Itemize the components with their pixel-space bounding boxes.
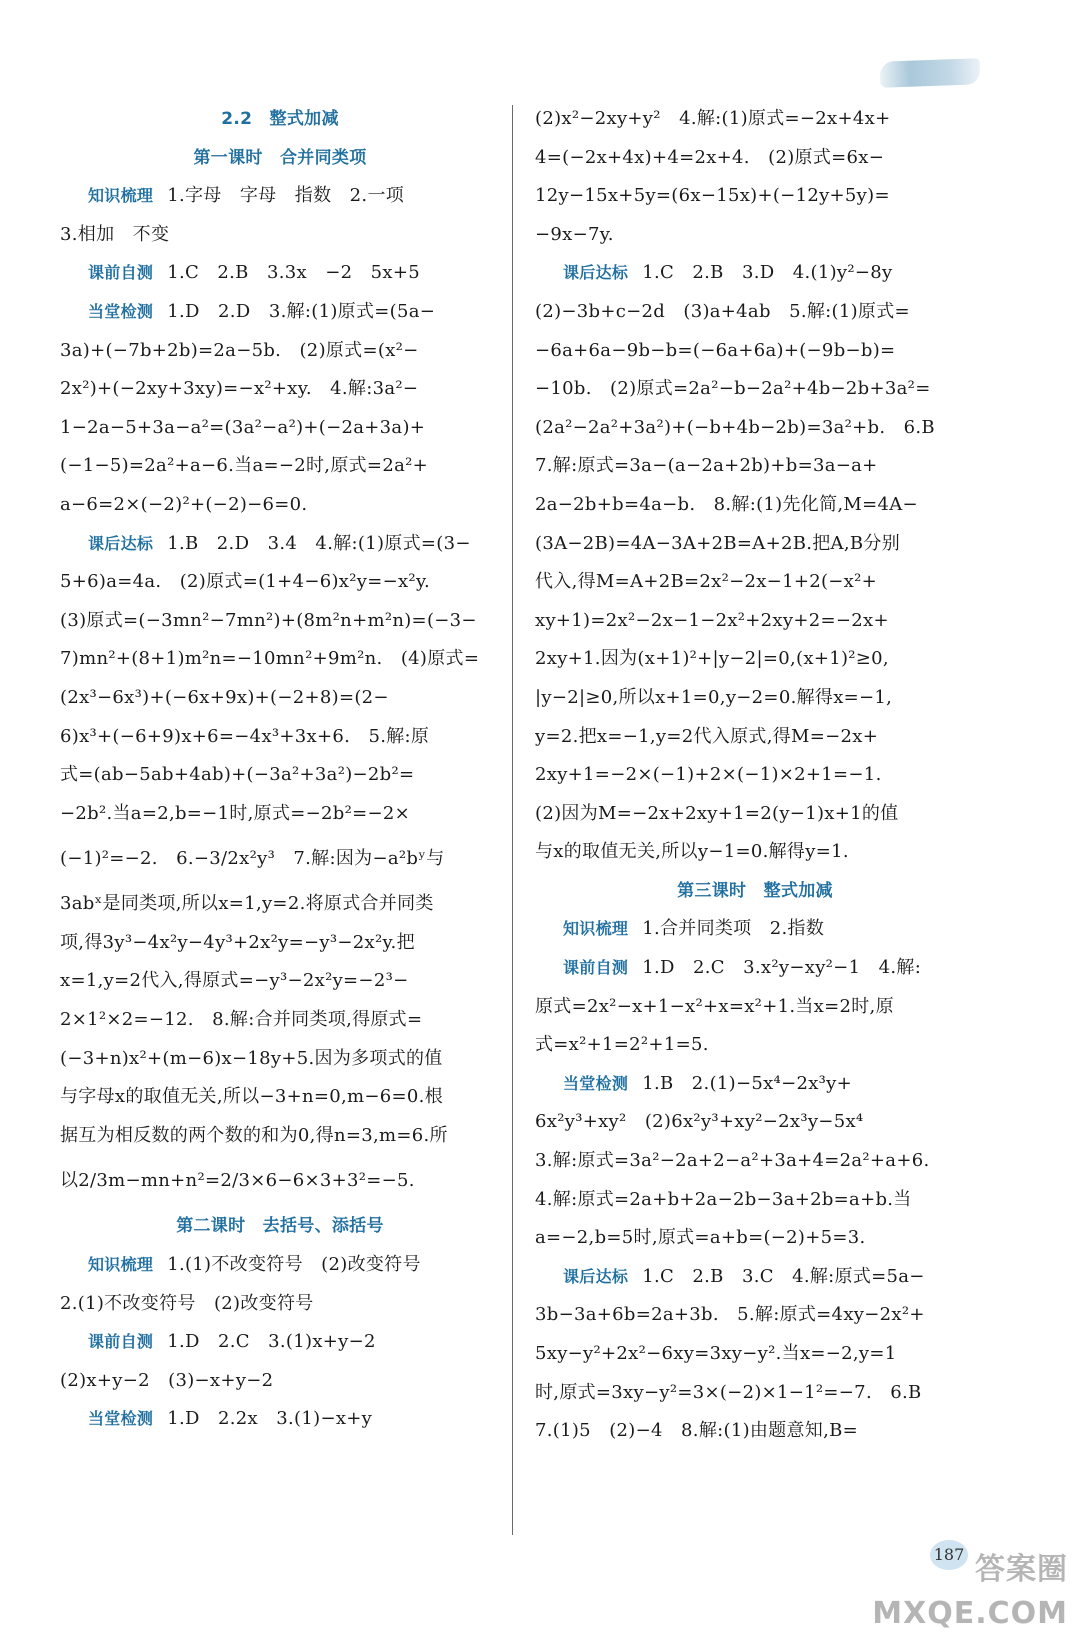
text-line: 与字母x的取值无关,所以−3+n=0,m−6=0.根	[60, 1086, 443, 1108]
answer-item	[60, 1400, 500, 1439]
text-line: 2×1²×2=−12. 8.解:合并同类项,得原式=	[60, 1009, 423, 1031]
text-line: (2)x+y−2 (3)−x+y−2	[60, 1369, 274, 1391]
text-line: 7.解:原式=3a−(a−2a+2b)+b=3a−a+	[535, 455, 878, 477]
answer-text: 1.C 2.B 3.C 4.解:原式=5a−	[642, 1265, 925, 1287]
section-heading: 2.2 整式加减	[221, 109, 339, 129]
section-tag: 课后达标	[88, 533, 154, 553]
text-line: 2x²)+(−2xy+3xy)=−x²+xy. 4.解:3a²−	[60, 378, 419, 400]
answer-text: 1.D 2.C 3.(1)x+y−2	[167, 1331, 376, 1353]
text-line: 时,原式=3xy−y²=3×(−2)×1−1²=−7. 6.B	[535, 1381, 922, 1403]
text-line: 7.(1)5 (2)−4 8.解:(1)由题意知,B=	[535, 1420, 859, 1442]
answer-item	[535, 1065, 975, 1104]
answer-text: 1.D 2.2x 3.(1)−x+y	[167, 1408, 373, 1430]
answer-item	[60, 177, 500, 216]
answer-item	[535, 949, 975, 988]
section-tag: 课前自测	[563, 958, 629, 978]
text-line: 与x的取值无关,所以y−1=0.解得y=1.	[535, 841, 849, 863]
text-line: (3)原式=(−3mn²−7mn²)+(8m²n+m²n)=(−3−	[60, 609, 477, 631]
text-line: 4.解:原式=2a+b+2a−2b−3a+2b=a+b.当	[535, 1188, 912, 1210]
text-line: 3.相加 不变	[60, 223, 170, 245]
text-line: 据互为相反数的两个数的和为0,得n=3,m=6.所	[60, 1124, 448, 1146]
text-line: −9x−7y.	[535, 223, 614, 245]
answer-item	[535, 254, 975, 293]
answer-text: 1.B 2.(1)−5x⁴−2x³y+	[642, 1072, 853, 1094]
column-divider	[512, 105, 513, 1535]
answer-text: 1.C 2.B 3.D 4.(1)y²−8y	[642, 262, 893, 284]
text-line: 4=(−2x+4x)+4=2x+4. (2)原式=6x−	[535, 146, 885, 168]
answer-item	[60, 1246, 500, 1285]
text-line: 3a)+(−7b+2b)=2a−5b. (2)原式=(x²−	[60, 339, 419, 361]
answer-text: 1.B 2.D 3.4 4.解:(1)原式=(3−	[167, 532, 471, 554]
section-tag: 当堂检测	[88, 301, 154, 321]
answer-text: 1.D 2.C 3.x²y−xy²−1 4.解:	[642, 957, 922, 979]
text-line: 6)x³+(−6+9)x+6=−4x³+3x+6. 5.解:原	[60, 725, 430, 747]
text-line: x=1,y=2代入,得原式=−y³−2x²y=−2³−	[60, 970, 409, 992]
text-line: xy+1)=2x²−2x−1−2x²+2xy+2=−2x+	[535, 609, 889, 631]
text-line: |y−2|≥0,所以x+1=0,y−2=0.解得x=−1,	[535, 686, 893, 708]
section-tag: 课前自测	[88, 263, 154, 283]
text-line: 式=x²+1=2²+1=5.	[535, 1034, 709, 1056]
text-line: y=2.把x=−1,y=2代入原式,得M=−2x+	[535, 725, 879, 747]
text-line: (2)x²−2xy+y² 4.解:(1)原式=−2x+4x+	[535, 108, 891, 129]
text-line: (−3+n)x²+(m−6)x−18y+5.因为多项式的值	[60, 1047, 443, 1069]
text-line: 3.解:原式=3a²−2a+2−a²+3a+4=2a²+a+6.	[535, 1150, 930, 1172]
text-line: −10b. (2)原式=2a²−b−2a²+4b−2b+3a²=	[535, 378, 931, 400]
answer-item	[60, 254, 500, 293]
text-line: −6a+6a−9b−b=(−6a+6a)+(−9b−b)=	[535, 339, 896, 361]
text-line: 项,得3y³−4x²y−4y³+2x²y=−y³−2x²y.把	[60, 931, 415, 953]
answer-item	[60, 1323, 500, 1362]
answer-item	[535, 910, 975, 949]
text-line: (−1)²=−2. 6.−3/2x²y³ 7.解:因为−a²bʸ与	[60, 848, 445, 870]
text-line: (−1−5)=2a²+a−6.当a=−2时,原式=2a²+	[60, 455, 428, 477]
watermark: 答案圈 MXQE.COM	[872, 1552, 1068, 1631]
answer-item	[60, 525, 500, 564]
text-line: 3b−3a+6b=2a+3b. 5.解:原式=4xy−2x²+	[535, 1304, 925, 1326]
text-line: (2)因为M=−2x+2xy+1=2(y−1)x+1的值	[535, 802, 899, 824]
text-line: (2x³−6x³)+(−6x+9x)+(−2+8)=(2−	[60, 686, 389, 708]
answer-text: 1.C 2.B 3.3x −2 5x+5	[167, 262, 420, 284]
section-heading: 第二课时 去括号、添括号	[176, 1216, 384, 1237]
right-column	[535, 100, 975, 1451]
text-line: 原式=2x²−x+1−x²+x=x²+1.当x=2时,原	[535, 995, 894, 1017]
text-line: 7)mn²+(8+1)m²n=−10mn²+9m²n. (4)原式=	[60, 648, 480, 670]
left-column	[60, 100, 500, 1439]
text-line: 5+6)a=4a. (2)原式=(1+4−6)x²y=−x²y.	[60, 571, 431, 593]
page-number: 187	[924, 1540, 974, 1570]
header-decoration	[880, 58, 981, 87]
section-tag: 知识梳理	[563, 919, 629, 939]
text-line: 5xy−y²+2x²−6xy=3xy−y².当x=−2,y=1	[535, 1343, 897, 1364]
text-line: (3A−2B)=4A−3A+2B=A+2B.把A,B分别	[535, 532, 900, 554]
text-line: 2a−2b+b=4a−b. 8.解:(1)先化简,M=4A−	[535, 493, 918, 515]
text-line: (2)−3b+c−2d (3)a+4ab 5.解:(1)原式=	[535, 300, 910, 322]
text-line: −2b².当a=2,b=−1时,原式=−2b²=−2×	[60, 802, 410, 824]
section-tag: 知识梳理	[88, 1255, 154, 1275]
answer-item	[60, 293, 500, 332]
text-line: 3abˣ是同类项,所以x=1,y=2.将原式合并同类	[60, 893, 434, 915]
text-line: 2.(1)不改变符号 (2)改变符号	[60, 1292, 314, 1314]
section-tag: 当堂检测	[88, 1409, 154, 1429]
answer-item	[535, 1258, 975, 1297]
section-tag: 课前自测	[88, 1332, 154, 1352]
answer-text: 1.字母 字母 指数 2.一项	[167, 185, 405, 207]
text-line: 以2/3m−mn+n²=2/3×6−6×3+3²=−5.	[60, 1170, 415, 1192]
section-tag: 知识梳理	[88, 186, 154, 206]
answer-text: 1.(1)不改变符号 (2)改变符号	[167, 1254, 421, 1276]
section-heading: 第三课时 整式加减	[677, 880, 833, 901]
text-line: 2xy+1=−2×(−1)+2×(−1)×2+1=−1.	[535, 764, 882, 786]
text-line: (2a²−2a²+3a²)+(−b+4b−2b)=3a²+b. 6.B	[535, 416, 935, 438]
text-line: 1−2a−5+3a−a²=(3a²−a²)+(−2a+3a)+	[60, 416, 426, 438]
text-line: 代入,得M=A+2B=2x²−2x−1+2(−x²+	[535, 571, 878, 593]
text-line: a−6=2×(−2)²+(−2)−6=0.	[60, 493, 308, 515]
text-line: 式=(ab−5ab+4ab)+(−3a²+3a²)−2b²=	[60, 764, 415, 786]
text-line: 12y−15x+5y=(6x−15x)+(−12y+5y)=	[535, 185, 890, 207]
answer-text: 1.合并同类项 2.指数	[642, 918, 825, 940]
text-line: 2xy+1.因为(x+1)²+|y−2|=0,(x+1)²≥0,	[535, 648, 889, 670]
text-line: a=−2,b=5时,原式=a+b=(−2)+5=3.	[535, 1227, 866, 1249]
section-tag: 课后达标	[563, 1266, 629, 1286]
answer-text: 1.D 2.D 3.解:(1)原式=(5a−	[167, 300, 436, 322]
section-tag: 课后达标	[563, 263, 629, 283]
text-line: 6x²y³+xy² (2)6x²y³+xy²−2x³y−5x⁴	[535, 1111, 864, 1133]
section-tag: 当堂检测	[563, 1073, 629, 1093]
section-heading: 第一课时 合并同类项	[193, 147, 367, 168]
